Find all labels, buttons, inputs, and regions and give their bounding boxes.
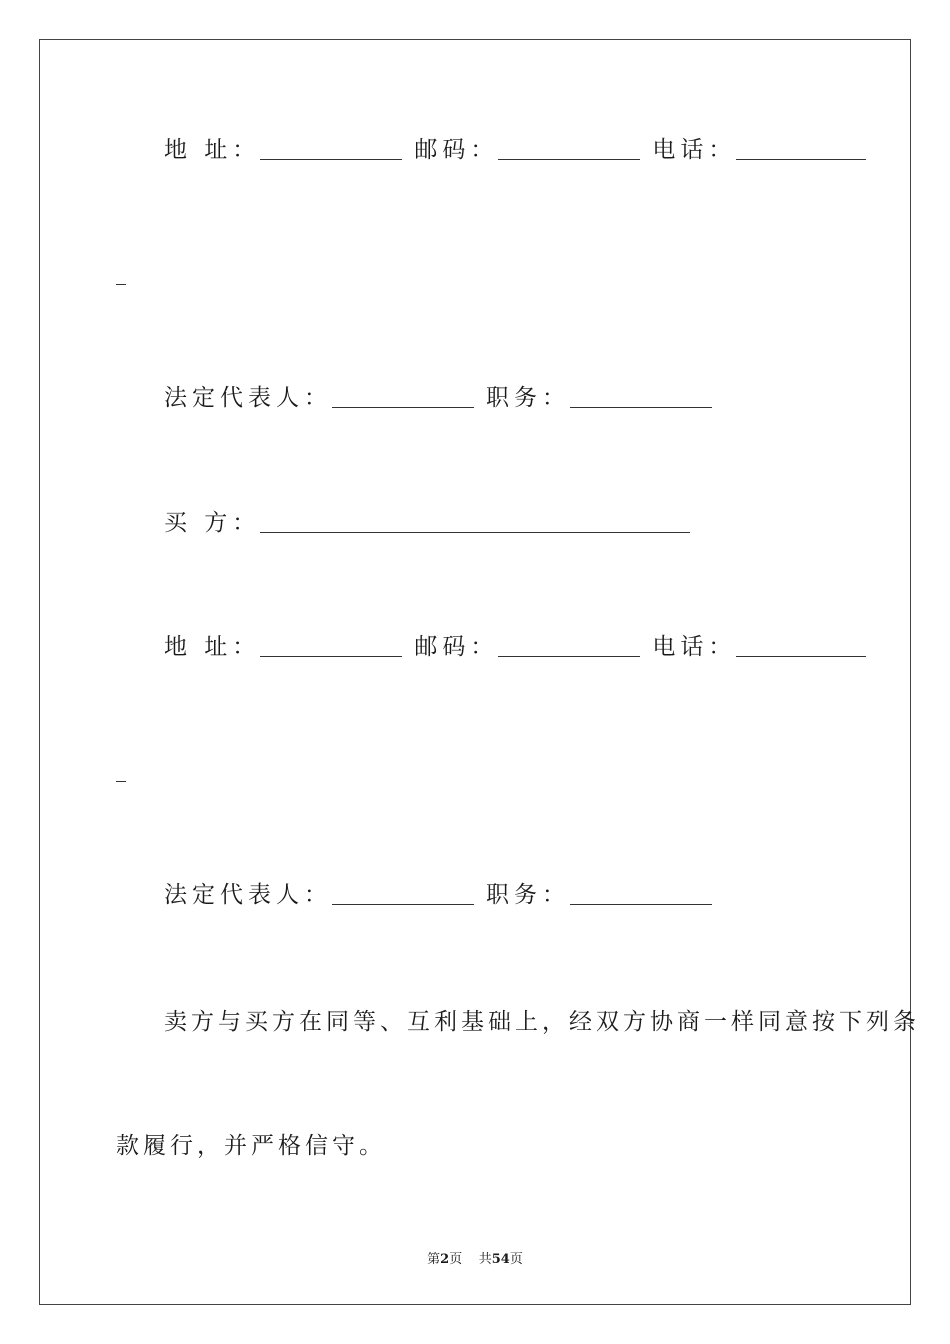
seller-postcode-field[interactable]	[498, 139, 640, 160]
seller-phone-field[interactable]	[736, 139, 866, 160]
buyer-address-field[interactable]	[260, 636, 402, 657]
page-border	[39, 39, 911, 1305]
buyer-rep-line	[164, 881, 712, 909]
buyer-name-field[interactable]	[260, 512, 690, 533]
buyer-title-field[interactable]	[570, 884, 712, 905]
seller-rep-label: 法定代表人：	[164, 385, 332, 411]
seller-title-label: 职务：	[486, 385, 570, 411]
page-footer	[0, 1248, 950, 1267]
seller-contact-line	[164, 136, 866, 164]
buyer-phone-field[interactable]	[736, 636, 866, 657]
seller-title-field[interactable]	[570, 387, 712, 408]
seller-rep-field[interactable]	[332, 387, 474, 408]
page-number: 2	[440, 1252, 450, 1267]
buyer-phone-label: 电话：	[652, 634, 737, 660]
buyer-phone-continuation	[116, 781, 126, 782]
buyer-contact-line	[164, 633, 866, 661]
buyer-line	[164, 509, 690, 537]
agreement-line-2: 款履行，并严格信守。	[116, 1133, 386, 1159]
seller-address-field[interactable]	[260, 139, 402, 160]
buyer-postcode-field[interactable]	[498, 636, 640, 657]
seller-phone-label: 电话：	[652, 137, 737, 163]
buyer-rep-field[interactable]	[332, 884, 474, 905]
page-prefix: 第	[427, 1252, 441, 1267]
buyer-title-label: 职务：	[486, 882, 570, 908]
seller-postcode-label: 邮码：	[414, 137, 499, 163]
total-pages: 54	[491, 1252, 510, 1267]
buyer-address-label: 地 址：	[164, 634, 261, 660]
total-suffix: 页	[509, 1252, 523, 1267]
seller-rep-line	[164, 384, 712, 412]
agreement-line-1: 卖方与买方在同等、互利基础上，经双方协商一样同意按下列条	[164, 1009, 920, 1035]
seller-address-label: 地 址：	[164, 137, 261, 163]
buyer-label: 买 方：	[164, 510, 261, 536]
total-prefix: 共	[478, 1252, 492, 1267]
page-suffix: 页	[449, 1252, 463, 1267]
buyer-postcode-label: 邮码：	[414, 634, 499, 660]
seller-phone-continuation	[116, 284, 126, 285]
buyer-rep-label: 法定代表人：	[164, 882, 332, 908]
